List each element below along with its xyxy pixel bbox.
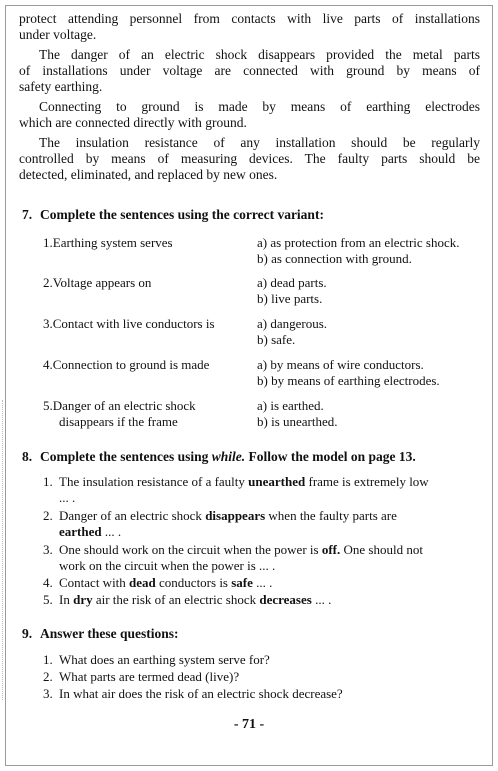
ex9-question-1: 1. What does an earthing system serve for? (43, 652, 270, 667)
ex7-item-3-option-b: b) safe. (257, 332, 296, 347)
exercise-title: Complete the sentences using the correct variant: (40, 207, 324, 222)
ex7-item-1-stem: 1.Earthing system serves (43, 235, 173, 250)
paragraph-line: The insulation resistance of any installation should be regularly (39, 135, 480, 150)
paragraph-line: which are connected directly with ground. (19, 115, 247, 130)
ex7-item-2-option-a: a) dead parts. (257, 275, 327, 290)
ex7-item-3-option-a: a) dangerous. (257, 316, 328, 331)
paragraph-line: safety earthing. (19, 79, 103, 94)
ex8-item-3: 3. One should work on the circuit when the power is off. One should not (43, 542, 423, 557)
ex7-item-4-option-a: a) by means of wire conductors. (257, 357, 424, 372)
ex8-item-1-cont: ... . (59, 490, 76, 505)
exercise-number: 9. (22, 626, 33, 641)
paragraph-line: of installations under voltage are connected with ground by means of (19, 63, 480, 78)
exercise-number: 7. (22, 207, 33, 222)
ex8-item-4: 4. Contact with dead conductors is safe ... . (43, 575, 273, 590)
ex7-item-5-stem: 5.Danger of an electric shock (43, 398, 196, 413)
exercise-number: 8. (22, 449, 33, 464)
ex8-item-2: 2. Danger of an electric shock disappears when the faulty parts are (43, 508, 397, 523)
ex7-item-4-option-b: b) by means of earthing electrodes. (257, 373, 440, 388)
paragraph-line: under voltage. (19, 27, 97, 42)
ex7-item-1-option-b: b) as connection with ground. (257, 251, 412, 266)
ex7-item-1-option-a: a) as protection from an electric shock. (257, 235, 460, 250)
paragraph-line: controlled by means of measuring devices. The faulty parts should be (19, 151, 480, 166)
paragraph-line: Connecting to ground is made by means of earthing electrodes (39, 99, 480, 114)
exercise-9-heading (22, 626, 179, 642)
page-number: - 71 - (233, 717, 265, 732)
ex8-item-5: 5. In dry air the risk of an electric shock decreases ... . (43, 592, 332, 607)
ex7-item-5-stem-cont: disappears if the frame (59, 414, 178, 429)
margin-marks (2, 400, 7, 700)
exercise-7-heading (22, 207, 324, 223)
paragraph-line: protect attending personnel from contacts with live parts of installations (19, 11, 480, 26)
ex8-item-3-cont: work on the circuit when the power is ... . (59, 558, 276, 573)
ex8-item-2-cont: earthed ... . (59, 524, 122, 539)
ex9-question-2: 2. What parts are termed dead (live)? (43, 669, 240, 684)
ex7-item-5-option-a: a) is earthed. (257, 398, 324, 413)
ex7-item-4-stem: 4.Connection to ground is made (43, 357, 210, 372)
ex7-item-5-option-b: b) is unearthed. (257, 414, 338, 429)
ex7-item-2-stem: 2.Voltage appears on (43, 275, 152, 290)
exercise-8-heading: 8. Complete the sentences using while. Follow the model on page 13. (22, 449, 416, 464)
ex7-item-3-stem: 3.Contact with live conductors is (43, 316, 215, 331)
exercise-title: Answer these questions: (40, 626, 179, 641)
ex8-item-1: 1. The insulation resistance of a faulty unearthed frame is extremely low (43, 474, 429, 489)
paragraph-line: detected, eliminated, and replaced by new ones. (19, 167, 278, 182)
ex9-question-3: 3. In what air does the risk of an electric shock decrease? (43, 686, 343, 701)
ex7-item-2-option-b: b) live parts. (257, 291, 323, 306)
paragraph-line: The danger of an electric shock disappears provided the metal parts (39, 47, 480, 62)
